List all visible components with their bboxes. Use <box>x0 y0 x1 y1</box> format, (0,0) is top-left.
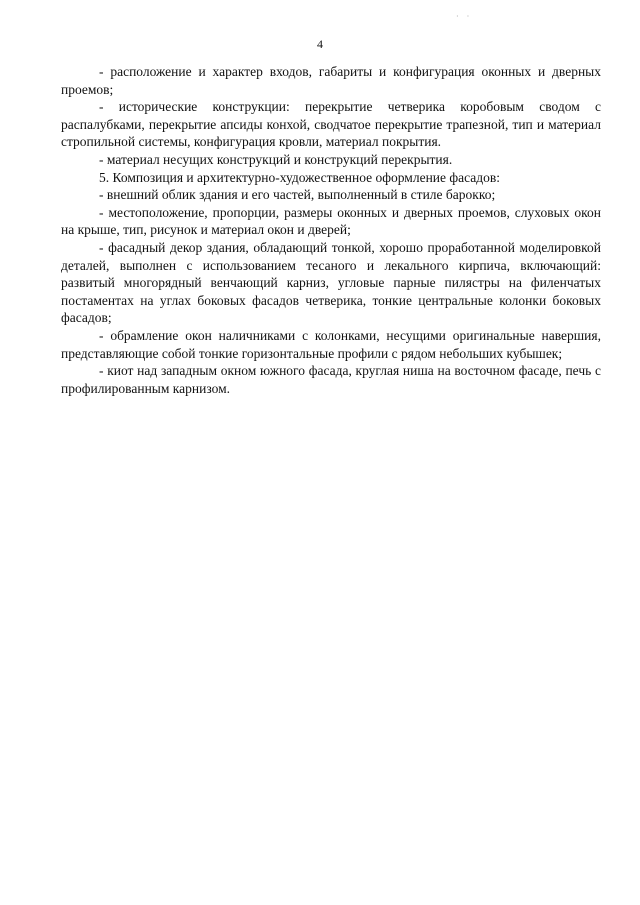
paragraph-section-5-heading: 5. Композиция и архитектурно-художественное оформление фасадов: <box>99 169 501 185</box>
paragraph-baroque-appearance: - внешний облик здания и его частей, выполненный в стиле барокко; <box>99 187 496 203</box>
paragraph-window-surrounds: - обрамление окон наличниками с колонками, несущими оригинальные навершия, представляющие собой тонкие горизонтальные профили с рядом небольших кубышек; <box>61 327 601 361</box>
paragraph-entrances: - расположение и характер входов, габариты и конфигурация оконных и дверных проемов; <box>61 64 601 97</box>
paragraph-load-bearing-material: - материал несущих конструкций и конструкций перекрытия. <box>99 151 453 167</box>
page-number: 4 <box>317 37 323 51</box>
paragraph-facade-decor: - фасадный декор здания, обладающий тонкой, хорошо проработанной моделировкой деталей, выполнен с использованием тесаного и лекального кирпича, включающий: развитый многорядный венчающий карниз, угловые парные пилястры на филенчатых постаментах на углах боковых фасадов четверика, тонкие центральные колонки боковых фасадов; <box>61 239 601 326</box>
paragraph-kiot-niche-stove: - киот над западным окном южного фасада, круглая ниша на восточном фасаде, печь с профилированным карнизом. <box>61 363 601 396</box>
scan-mark: · · <box>456 12 473 21</box>
document-body <box>61 63 601 397</box>
paragraph-historic-structures: - исторические конструкции: перекрытие четверика коробовым сводом с распалубками, перекрытие апсиды конхой, сводчатое перекрытие трапезной, тип и материал стропильной системы, конфигурация кровли, материал покрытия. <box>61 99 601 150</box>
paragraph-openings: - местоположение, пропорции, размеры оконных и дверных проемов, слуховых окон на крыше, тип, рисунок и материал окон и дверей; <box>61 204 601 238</box>
